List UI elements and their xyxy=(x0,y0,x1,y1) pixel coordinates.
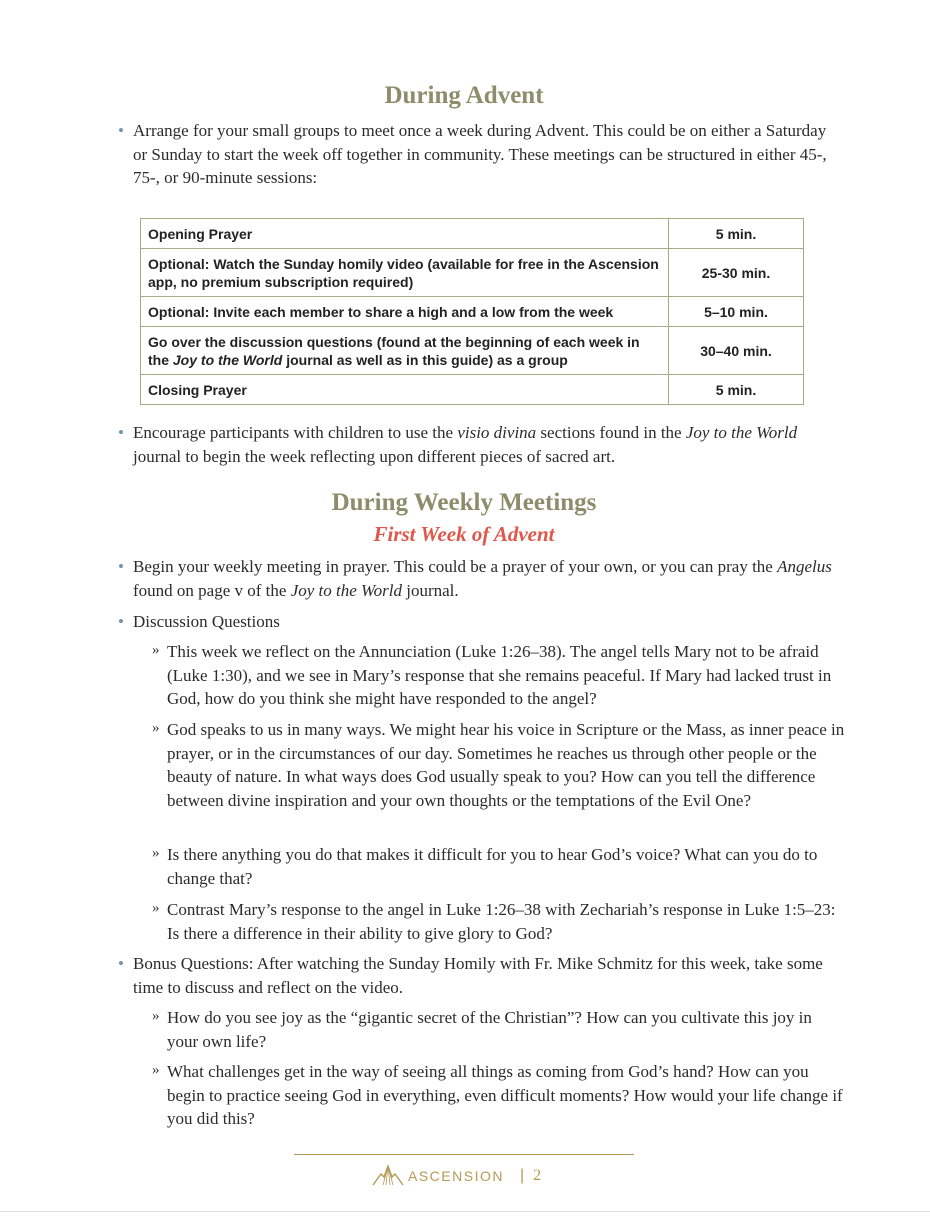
bullet-dot-icon: • xyxy=(118,557,124,576)
table-row xyxy=(141,249,804,297)
duration-cell: 5 min. xyxy=(669,219,804,249)
footer-separator: | xyxy=(519,1167,525,1184)
activity-cell: Go over the discussion questions (found at the beginning of each week in the Joy to the World journal as well as in this guide) as a group xyxy=(141,327,669,375)
double-chevron-icon: » xyxy=(152,642,160,658)
list-item: • Discussion Questions xyxy=(133,610,833,634)
bullet-dot-icon: • xyxy=(118,954,124,973)
duration-cell: 30–40 min. xyxy=(669,327,804,375)
bullet-dot-icon: • xyxy=(118,612,124,631)
activity-cell: Optional: Watch the Sunday homily video (available for free in the Ascension app, no premium subscription required) xyxy=(141,249,669,297)
section-title-advent: During Advent xyxy=(384,82,544,109)
table-row xyxy=(141,327,804,375)
page-number: 2 xyxy=(533,1167,542,1184)
sub-list-item: » What challenges get in the way of seeing all things as coming from God’s hand? How can you begin to practice seeing God in everything, even difficult moments? How would your life change if you did this? xyxy=(167,1060,847,1131)
double-chevron-icon: » xyxy=(152,1062,160,1078)
page-edge xyxy=(0,1211,930,1212)
sub-list-item: » Contrast Mary’s response to the angel in Luke 1:26–38 with Zechariah’s response in Luke 1:5–23: Is there a difference in their ability to give glory to God? xyxy=(167,898,847,945)
sub-list-item: » This week we reflect on the Annunciation (Luke 1:26–38). The angel tells Mary not to be afraid (Luke 1:30), and we see in Mary’s response that she remains peaceful. If Mary had lacked trust in God, how do you think she might have responded to the angel? xyxy=(167,640,847,711)
sub-list-item: » How do you see joy as the “gigantic secret of the Christian”? How can you cultivate this joy in your own life? xyxy=(167,1006,847,1053)
duration-cell: 25-30 min. xyxy=(669,249,804,297)
list-item: • Begin your weekly meeting in prayer. This could be a prayer of your own, or you can pray the Angelus found on page v of the Joy to the World journal. xyxy=(118,557,832,600)
footer-divider xyxy=(294,1154,634,1155)
section-subtitle-week: First Week of Advent xyxy=(373,522,555,546)
list-item: • Encourage participants with children to use the visio divina sections found in the Joy to the World journal to begin the week reflecting upon different pieces of sacred art. xyxy=(118,423,798,466)
duration-cell: 5–10 min. xyxy=(669,297,804,327)
double-chevron-icon: » xyxy=(152,845,160,861)
activity-cell: Optional: Invite each member to share a high and a low from the week xyxy=(141,297,669,327)
activity-cell: Opening Prayer xyxy=(141,219,669,249)
double-chevron-icon: » xyxy=(152,900,160,916)
section-title-weekly: During Weekly Meetings xyxy=(331,489,597,516)
list-item: • Arrange for your small groups to meet once a week during Advent. This could be on either a Saturday or Sunday to start the week off together in community. These meetings can be structured in either 45-, 75-, or 90-minute sessions: xyxy=(118,121,827,188)
session-schedule-table xyxy=(140,218,804,405)
sub-list-item: » Is there anything you do that makes it difficult for you to hear God’s voice? What can you do to change that? xyxy=(167,843,847,890)
table-row xyxy=(141,375,804,405)
bullet-dot-icon: • xyxy=(118,423,124,442)
brand-name: ASCENSION xyxy=(408,1168,504,1184)
table-row xyxy=(141,219,804,249)
sub-list-item: » God speaks to us in many ways. We might hear his voice in Scripture or the Mass, as inner peace in prayer, or in the circumstances of our day. Sometimes he reaches us through other people or the beauty of nature. In what ways does God usually speak to you? How can you tell the difference between divine inspiration and your own thoughts or the temptations of the Evil One? xyxy=(167,718,847,813)
list-item: • Bonus Questions: After watching the Sunday Homily with Fr. Mike Schmitz for this week, take some time to discuss and reflect on the video. xyxy=(118,954,823,997)
ascension-mountain-logo-icon xyxy=(372,1162,404,1191)
double-chevron-icon: » xyxy=(152,1008,160,1024)
activity-cell: Closing Prayer xyxy=(141,375,669,405)
bullet-dot-icon: • xyxy=(118,121,124,140)
double-chevron-icon: » xyxy=(152,720,160,736)
duration-cell: 5 min. xyxy=(669,375,804,405)
footer xyxy=(372,1162,541,1190)
table-row xyxy=(141,297,804,327)
